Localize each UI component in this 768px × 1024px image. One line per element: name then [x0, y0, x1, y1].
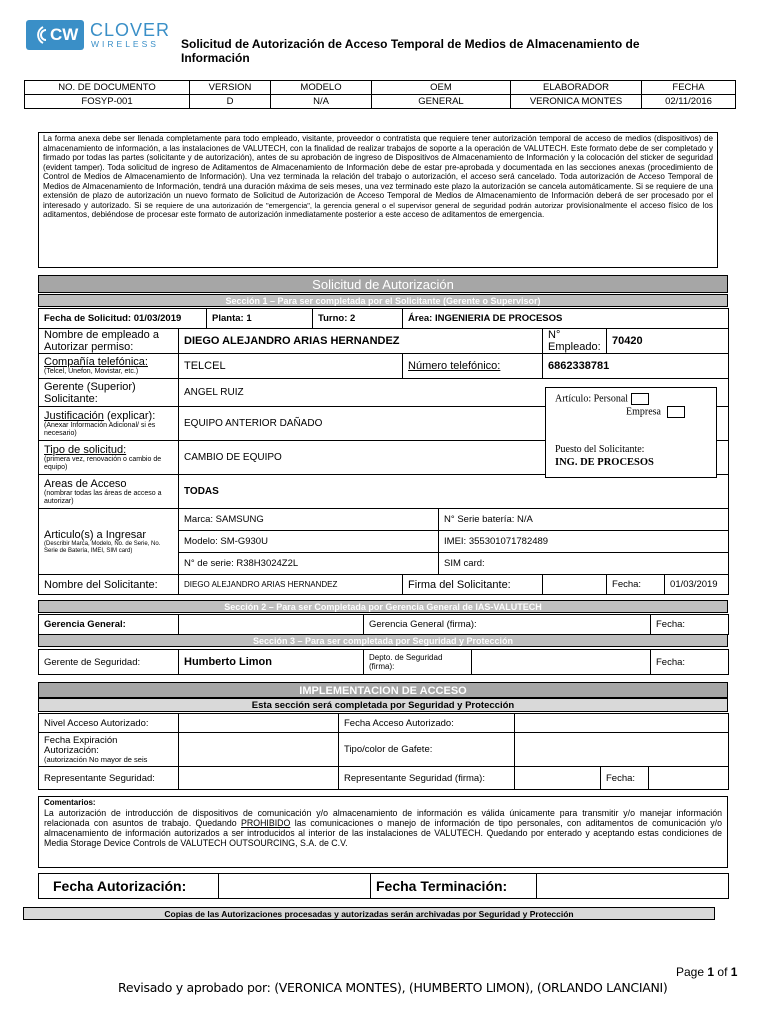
articulo-puesto-box [545, 387, 717, 478]
areas-acceso-note: (nombrar todas las áreas de acceso a autorizar) [44, 489, 162, 505]
fecha-autorizacion-value[interactable] [219, 874, 371, 899]
justificacion-label [39, 407, 179, 441]
fecha-acceso-value[interactable] [515, 714, 729, 733]
fecha-terminacion-value[interactable] [537, 874, 729, 899]
solicitud-title: Solicitud de Autorización [38, 275, 728, 293]
num-empleado-label: N° Empleado: [543, 329, 607, 354]
implementacion-table [38, 713, 729, 790]
header-val-2: N/A [271, 95, 372, 109]
gerencia-general-value[interactable] [179, 615, 364, 635]
depto-seguridad-label: Depto. de Seguridad (firma): [364, 650, 472, 675]
fecha-expiracion-text: Fecha Expiración Autorización: [44, 734, 118, 756]
depto-seguridad-value[interactable] [472, 650, 651, 675]
articulos-label [39, 509, 179, 575]
compania-note: (Telcel, Unefon, Movistar, etc.) [44, 368, 139, 375]
puesto-label: Puesto del Solicitante: [555, 444, 645, 455]
articulos-label-text: Articulo(s) a Ingresar [44, 528, 147, 541]
serie-bateria[interactable]: N° Serie batería: N/A [439, 509, 729, 531]
gerente-seguridad-label: Gerente de Seguridad: [39, 650, 179, 675]
document-title: Solicitud de Autorización de Acceso Temporal de Medios de Almacenamiento de Información [181, 37, 640, 65]
firma-solicitante-label: Firma del Solicitante: [403, 575, 543, 595]
puesto-value[interactable]: ING. DE PROCESOS [555, 457, 654, 468]
intro-text-2: requiere de una autorización de "emergencia", la gerencia general o el supervisor general de seguridad podrán autorizar [155, 200, 564, 210]
header-col-1: VERSION [190, 81, 271, 95]
justificacion-label-text: Justificación [44, 409, 104, 422]
footer-approval: Revisado y aprobado por: (VERONICA MONTES), (HUMBERTO LIMON), (ORLANDO LANCIANI) [118, 980, 668, 995]
header-col-3: OEM [372, 81, 511, 95]
imei[interactable]: IMEI: 355301071782489 [439, 531, 729, 553]
gerencia-firma-label [364, 615, 651, 635]
intro-text-1: La forma anexa debe ser llenada completamente para todo empleado, visitante, proveedor o contratista que requiere tener autorización temporal de acceso de medios (dispositivos) de almacenamiento de información, a las instalaciones de VALUTECH, con la finalidad de realizar trabajos de soporte a la operación de VALUTECH. Este formato debe de ser completado y firmado por todas las partes (solicitante y de autorización), antes de su aprobación de ingreso de Dispositivos de Almacenamiento de Información y la colocación del sticker de seguridad (evident tamper). Toda solicitud de ingreso de Aditamentos de Almacenamiento de Información debe de estar pre-aprobada y documentada en las secciones anexas (procedimiento de Control de Medios de Almacenamiento de Información). Una vez terminada la relación del trabajo o autorización, el acceso será cancelado. Toda autorización de Acceso Temporal de Medios de Almacenamiento de Información, tendrá una duración máxima de seis meses, una vez terminado este plazo la autorización se cancela automáticamente. Si se requiere de una extensión de plazo de autorización un nuevo formato de Solicitud de Autorización de Acceso Temporal de Medios de Almacenamiento de Información deberá de ser procesado por el interesado y autorizado. Si se [43, 134, 713, 210]
rep-seguridad-firma-value[interactable] [515, 767, 601, 790]
fechas-table [38, 873, 729, 899]
compania-value[interactable]: TELCEL [179, 354, 403, 379]
modelo[interactable]: Modelo: SM-G930U [179, 531, 439, 553]
header-val-3: GENERAL [372, 95, 511, 109]
fecha-solicitante-label: Fecha: [607, 575, 665, 595]
page-current: 1 [707, 965, 715, 979]
tipo-solicitud-note: (primera vez, renovación o cambio de equipo) [44, 455, 162, 471]
firma-solicitante-value[interactable] [543, 575, 607, 595]
justificacion-value[interactable]: EQUIPO ANTERIOR DAÑADO [179, 407, 729, 441]
num-empleado-value[interactable]: 70420 [607, 329, 729, 354]
planta: Planta: 1 [207, 309, 313, 329]
areas-acceso-label-text: Areas de Acceso [44, 477, 127, 490]
page-number [676, 965, 737, 979]
copias-note: Copias de las Autorizaciones procesadas y autorizadas serán archivadas por Seguridad y Protección [23, 907, 715, 920]
seguridad-fecha-label: Fecha: [651, 650, 729, 675]
intro-text-3: provisionalmente el acceso físico de los aditamentos, debiéndose de procesar este formato de autorización inmediatamente posterior a este acceso de aditamentos de emergencia. [43, 200, 713, 219]
tipo-solicitud-label [39, 441, 179, 475]
nombre-empleado-value[interactable]: DIEGO ALEJANDRO ARIAS HERNANDEZ [179, 329, 543, 354]
articulo-empresa-text: Empresa [626, 406, 661, 418]
header-col-2: MODELO [271, 81, 372, 95]
gerente-label [39, 379, 179, 407]
tipo-gafete-label: Tipo/color de Gafete: [339, 733, 515, 767]
header-col-0: NO. DE DOCUMENTO [25, 81, 190, 95]
fecha-terminacion-label: Fecha Terminación: [371, 874, 537, 899]
justificacion-note: (Anexar Información Adicional/ si es necesario) [44, 421, 156, 437]
articulos-note: (Describir Marca, Modelo, No. de Serie, No. Serie de Batería, IMEI, SIM card) [44, 540, 161, 554]
fecha-acceso-label: Fecha Acceso Autorizado: [339, 714, 515, 733]
empresa-checkbox[interactable] [667, 406, 685, 418]
page-of: of [717, 965, 728, 979]
section-2-header: Sección 2 – Para ser Completada por Gerencia General de IAS-VALUTECH [38, 600, 728, 613]
rep-fecha-label: Fecha: [601, 767, 649, 790]
gerencia-general-label: Gerencia General: [39, 615, 179, 635]
intro-paragraph [38, 132, 718, 268]
areas-acceso-value[interactable]: TODAS [179, 475, 729, 509]
marca[interactable]: Marca: SAMSUNG [179, 509, 439, 531]
nombre-empleado-label [39, 329, 179, 354]
comentarios-prohibido: PROHIBIDO [241, 818, 291, 828]
comentarios-label: Comentarios: [44, 798, 96, 807]
logo-mark-text: CW [50, 25, 79, 44]
turno: Turno: 2 [313, 309, 403, 329]
implementacion-subtitle: Esta sección será completada por Seguridad y Protección [38, 698, 728, 712]
nivel-acceso-label: Nivel Acceso Autorizado: [39, 714, 179, 733]
logo-name: CLOVER [90, 20, 171, 40]
gerente-seguridad-value[interactable]: Humberto Limon [179, 650, 364, 675]
header-val-5: 02/11/2016 [642, 95, 736, 109]
wireless-icon [29, 24, 51, 46]
comentarios-text-2: las comunicaciones o manejo de información de tipo personales, con aditamentos de comunicación y/o almacenamiento de información autorizados a ser introducidos al interior de las instalaciones de VALUTECH. Quedando por enterado y aceptando estas condiciones de Media Storage Device Controls de VALUTECH OUTSOURCING, S.A. de C.V. [44, 818, 722, 848]
compania-label-text: Compañía telefónica: [44, 356, 148, 368]
gerente-value[interactable]: ANGEL RUIZ [179, 379, 729, 407]
gerencia-fecha-label: Fecha: [651, 615, 729, 635]
sim-card[interactable]: SIM card: [439, 553, 729, 575]
section-3-table [38, 649, 729, 675]
fecha-expiracion-value[interactable] [179, 733, 339, 767]
comentarios-text-1: La autorización de introducción de dispositivos de comunicación y/o almacenamiento de información es válida únicamente para transmitir y/o manejar información relacionada con asuntos de trabajo. Quedando [44, 808, 722, 828]
header-col-4: ELABORADOR [511, 81, 642, 95]
page-label: Page [676, 965, 705, 979]
personal-checkbox[interactable] [631, 393, 649, 405]
rep-fecha-value[interactable] [649, 767, 729, 790]
articulo-empresa-label [626, 406, 685, 418]
articulo-personal-text: Artículo: Personal [555, 393, 629, 405]
solicitante-label: Nombre del Solicitante: [39, 575, 179, 595]
compania-label [39, 354, 179, 379]
fecha-expiracion-label [39, 733, 179, 767]
area: Área: INGENIERIA DE PROCESOS [403, 309, 729, 329]
section-2-table [38, 614, 729, 635]
header-val-4: VERONICA MONTES [511, 95, 642, 109]
nombre-empleado-label-text: Nombre de empleado a Autorizar permiso: [44, 329, 159, 353]
section-3-header: Sección 3 – Para ser completada por Seguridad y Protección [38, 634, 728, 647]
numero-serie[interactable]: N° de serie: R38H3024Z2L [179, 553, 439, 575]
gerente-label-text: Gerente (Superior) Solicitante: [44, 380, 136, 405]
articulo-personal-label [555, 393, 649, 405]
section-1-header: Sección 1 – Para ser completada por el Solicitante (Gerente o Supervisor) [38, 294, 728, 307]
fecha-expiracion-note: (autorización No mayor de seis [44, 754, 148, 764]
comentarios-box [38, 796, 728, 868]
areas-acceso-label [39, 475, 179, 509]
page-total: 1 [730, 965, 738, 979]
rep-seguridad-firma-label: Representante Seguridad (firma): [339, 767, 515, 790]
header-val-1: D [190, 95, 271, 109]
tipo-solicitud-label-text: Tipo de solicitud: [44, 443, 127, 456]
nivel-acceso-value[interactable] [179, 714, 339, 733]
telefono-label [403, 354, 543, 379]
telefono-value[interactable]: 6862338781 [543, 354, 729, 379]
fecha-solicitud: Fecha de Solicitud: 01/03/2019 [39, 309, 207, 329]
rep-seguridad-value[interactable] [179, 767, 339, 790]
header-col-5: FECHA [642, 81, 736, 95]
implementacion-title: IMPLEMENTACION DE ACCESO [38, 682, 728, 698]
solicitante-value[interactable]: DIEGO ALEJANDRO ARIAS HERNANDEZ [179, 575, 403, 595]
fecha-autorizacion-label: Fecha Autorización: [39, 874, 219, 899]
logo-sub: WIRELESS [91, 39, 159, 49]
header-val-0: FOSYP-001 [25, 95, 190, 109]
fecha-solicitante-value[interactable]: 01/03/2019 [665, 575, 729, 595]
telefono-label-text: Número telefónico: [408, 360, 501, 372]
justificacion-label-suffix: (explicar): [103, 409, 156, 422]
gerencia-firma-text: Gerencia General (firma): [369, 619, 477, 630]
tipo-solicitud-value[interactable]: CAMBIO DE EQUIPO [179, 441, 729, 475]
logo-mark [26, 20, 84, 50]
document-header-table [24, 80, 736, 109]
tipo-gafete-value[interactable] [515, 733, 729, 767]
company-logo [26, 20, 171, 52]
rep-seguridad-label: Representante Seguridad: [39, 767, 179, 790]
